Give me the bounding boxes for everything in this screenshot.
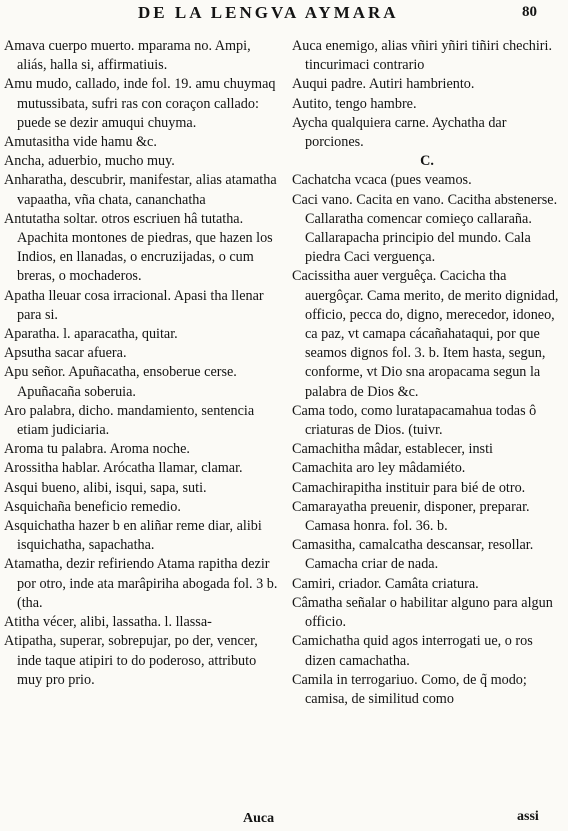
dictionary-entry: Cacissitha auer verguêça. Cacicha tha auergôçar. Cama merito, de merito dignidad, officio, pecca do, digno, merecedor, idoneo, ca paz, vt camapa cácañahataqui, por que seamos dignos fol. 3. b. Item hasta, segun, conforme, vt Dio sna aropacama segun la palabra de Dios &c. [292, 268, 559, 400]
header-title: DE LA LENGVA AYMARA [138, 3, 399, 22]
dictionary-entry: Atipatha, superar, sobrepujar, po der, vencer, inde taque atipiri to do poderoso, attributo muy pro prio. [4, 633, 258, 688]
dictionary-entry: Camarayatha preuenir, disponer, preparar. Camasa honra. fol. 36. b. [292, 498, 530, 535]
dictionary-entry: Amu mudo, callado, inde fol. 19. amu chuymaq mutussibata, sufri ras con coraçon callado: puede se dezir amuqui chuyma. [4, 76, 276, 131]
dictionary-entry: Caci vano. Cacita en vano. Cacitha abstenerse. Callaratha comencar comieço callaraña. Callarapacha principio del mundo. Cala piedra Caci verguença. [292, 191, 558, 266]
dictionary-entry: Auca enemigo, alias vñiri yñiri tiñiri chechiri. tincurimaci contrario [292, 38, 553, 74]
dictionary-entry: Arossitha hablar. Arócatha llamar, clamar. [4, 460, 243, 477]
dictionary-entry: Asqui bueno, alibi, isqui, sapa, suti. [4, 479, 207, 496]
dictionary-entry: Camichatha quid agos interrogati ue, o ros dizen camachatha. [292, 633, 533, 669]
right-column-entries-b [292, 171, 562, 709]
left-column [4, 37, 280, 690]
dictionary-entry: Asquichaña beneficio remedio. [4, 498, 181, 515]
dictionary-entry: Auqui padre. Autiri hambriento. [292, 76, 475, 93]
dictionary-entry: Amava cuerpo muerto. mparama no. Ampi, aliás, halla si, affirmatiuis. [4, 38, 251, 74]
right-column [292, 37, 562, 709]
right-column-entries-a [292, 37, 562, 152]
dictionary-entry: Anharatha, descubrir, manifestar, alias atamatha vapaatha, vña chata, cananchatha [4, 172, 277, 208]
dictionary-entry: Atitha vécer, alibi, lassatha. l. llassa- [4, 614, 212, 631]
dictionary-entry: Camachirapitha instituir para bié de otro. [292, 479, 526, 496]
page-number: 80 [522, 4, 537, 20]
dictionary-entry: Aycha qualquiera carne. Aychatha dar porciones. [292, 114, 507, 151]
dictionary-entry: Aro palabra, dicho. mandamiento, sentencia etiam judiciaria. [4, 402, 255, 439]
dictionary-entry: Camachitha mâdar, establecer, insti [292, 441, 493, 458]
dictionary-entry: Aroma tu palabra. Aroma noche. [4, 441, 190, 458]
dictionary-entry: Autito, tengo hambre. [292, 95, 417, 112]
dictionary-entry: Asquichatha hazer b en aliñar reme diar, alibi isquichatha, sapachatha. [4, 518, 262, 554]
catchword-right: assi [517, 809, 539, 824]
dictionary-entry: Ancha, aduerbio, mucho muy. [4, 153, 175, 170]
dictionary-entry: Camasitha, camalcatha descansar, resollar. Camacha criar de nada. [292, 537, 534, 573]
running-header [0, 3, 568, 25]
dictionary-entry: Aparatha. l. aparacatha, quitar. [4, 326, 178, 343]
dictionary-entry: Camiri, criador. Camâta criatura. [292, 575, 479, 592]
dictionary-entry: Camila in terrogariuo. Como, de q̃ modo; camisa, de similitud como [292, 671, 527, 707]
section-letter: C. [420, 153, 434, 170]
dictionary-entry: Atamatha, dezir refiriendo Atama rapitha dezir por otro, inde ata marâpiriha abogada fol. 3 b. (tha. [4, 556, 278, 611]
dictionary-entry: Câmatha señalar o habilitar alguno para algun officio. [292, 594, 553, 631]
dictionary-entry: Cachatcha vcaca (pues veamos. [292, 172, 472, 189]
dictionary-entry: Cama todo, como luratapacamahua todas ô criaturas de Dios. (tuivr. [292, 402, 537, 439]
dictionary-entry: Antutatha soltar. otros escriuen hâ tutatha. Apachita montones de piedras, que hazen los Indios, en llanadas, o encruzijadas, o cum breras, o mochaderos. [4, 210, 273, 285]
dictionary-entry: Amutasitha vide hamu &c. [4, 134, 157, 151]
dictionary-entry: Apsutha sacar afuera. [4, 345, 127, 362]
dictionary-entry: Camachita aro ley mâdamiéto. [292, 460, 466, 477]
dictionary-entry: Apu señor. Apuñacatha, ensoberue cerse. Apuñacaña soberuia. [4, 364, 237, 400]
catchword-left: Auca [243, 811, 275, 826]
dictionary-entry: Apatha lleuar cosa irracional. Apasi tha llenar para si. [4, 287, 264, 323]
